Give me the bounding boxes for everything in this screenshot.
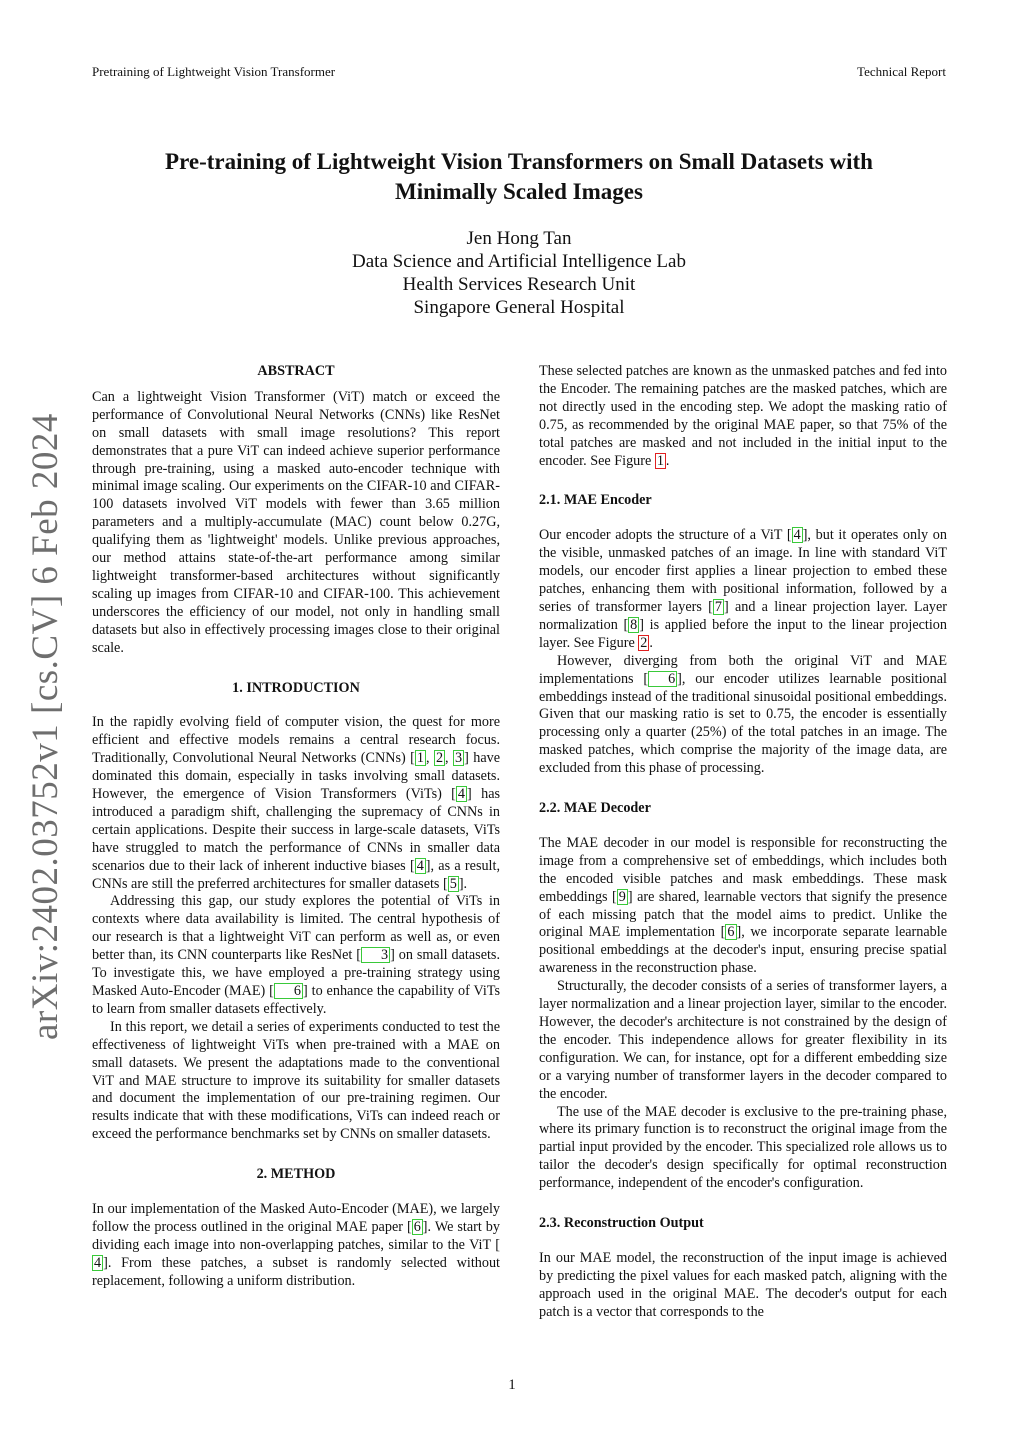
encoder-paragraph-1: Our encoder adopts the structure of a ViT [ 4 ], but it operates only on the visible, unmasked patches of an image. In line with standard ViT models, our encoder first applies a linear projection to embed these patches, enhancing them with positional information, followed by a series of transformer layers [ 7 ] and a linear projection layer. Layer normalization [ 8 ] is applied before the input to the linear projection layer. See Figure 2 . [539,527,947,651]
citation-link[interactable]: 7 [714,598,722,615]
citation-link[interactable]: 4 [457,786,466,803]
intro-heading: 1. INTRODUCTION [232,679,360,696]
left-column [92,363,500,1291]
citation-link[interactable]: 9 [618,888,626,905]
method-heading: 2. METHOD [256,1166,336,1183]
method-paragraph-1-cont: These selected patches are known as the unmasked patches and fed into the Encoder. The remaining patches are the masked patches, which are not directly used in the encoding step. We adopt the masking ratio of 0.75, as recommended by the original MAE paper, so that 75% of the total patches are masked and not included in the initial input to the encoder. See Figure 1 . [539,363,947,469]
citation-link[interactable]: 3 [455,750,463,767]
affiliation-lab: Data Science and Artificial Intelligence Lab [352,251,686,272]
paper-title [92,147,946,207]
arxiv-stamp[interactable]: arXiv:2402.03752v1 [cs.CV] 6 Feb 2024 [25,413,66,1040]
abstract-text: Can a lightweight Vision Transformer (ViT) match or exceed the performance of Convolutional Neural Networks (CNNs) like ResNet on small datasets with small image resolutions? This report demonstrates that a pure ViT can indeed achieve superior performance through pre-training, using a masked auto-encoder technique with minimal image scaling. Our experiments on the CIFAR-10 and CIFAR-100 datasets involved ViT models with fewer than 3.65 million parameters and a multiply-accumulate (MAC) count below 0.27G, qualifying them as 'lightweight' models. Unlike previous approaches, our method attains state-of-the-art performance among similar lightweight transformer-based architectures without significantly scaling up images from CIFAR-10 and CIFAR-100. This achievement underscores the efficiency of our model, not only in handling small datasets but also in effectively processing images close to their original scale. [92,388,500,656]
citation-link[interactable]: 2 [435,750,444,767]
encoder-heading: 2.1. MAE Encoder [539,492,652,509]
citation-link[interactable]: 5 [449,875,457,892]
affiliation-hospital: Singapore General Hospital [413,297,625,318]
title-line-1: Pre-training of Lightweight Vision Transformers on Small Datasets with [165,149,873,174]
author-name: Jen Hong Tan [466,228,572,249]
citation-link[interactable]: 4 [94,1254,102,1271]
citation-link[interactable]: 4 [416,857,424,874]
method-paragraph-1: In our implementation of the Masked Auto-Encoder (MAE), we largely follow the process outlined in the original MAE paper [ 6 ]. We start by dividing each image into non-overlapping patches, similar to the ViT [4 ]. From these patches, a subset is randomly selected without replacement, following a uniform distribution. [92,1201,500,1289]
citation-link[interactable]: 6 [648,671,677,687]
citation-link[interactable]: 3 [361,947,390,963]
author-block [92,227,946,319]
citation-link[interactable]: 1 [416,750,424,767]
decoder-heading: 2.2. MAE Decoder [539,800,651,817]
abstract-heading: ABSTRACT [257,363,335,379]
decoder-paragraph-3: The use of the MAE decoder is exclusive to the pre-training phase, where its primary function is to reconstruct the original image from the partial input provided by the encoder. This specialized role allows us to tailor the decoder's design specifically for optimal reconstruction performance, independent of the encoder's configuration. [539,1103,947,1192]
reconstruction-heading: 2.3. Reconstruction Output [539,1215,704,1232]
citation-link[interactable]: 4 [793,527,801,544]
citation-link[interactable]: 6 [413,1218,421,1235]
citation-link[interactable]: 6 [727,924,735,941]
intro-paragraph-3: In this report, we detail a series of experiments conducted to test the effectiveness of lightweight ViTs when pre-trained with a MAE on small datasets. We present the adaptations made to the conventional ViT and MAE structure to improve its suitability for smaller datasets and document the implementation of our pre-training regimen. Our results indicate that with these modifications, ViTs can indeed reach or exceed the performance benchmarks set by CNNs on smaller datasets. [92,1018,500,1143]
intro-paragraph-2: Addressing this gap, our study explores the potential of ViTs in contexts where data availability is limited. The central hypothesis of our research is that a lightweight ViT can perform as well as, or even better than, its CNN counterparts like ResNet [ 3 ] on small datasets. To investigate this, we have employed a pre-training strategy using Masked Auto-Encoder (MAE) [ 6 ] to enhance the capability of ViTs to learn from smaller datasets effectively. [92,893,501,1017]
citation-link[interactable]: 8 [630,616,638,633]
affiliation-unit: Health Services Research Unit [402,274,636,295]
decoder-paragraph-1: The MAE decoder in our model is responsible for reconstructing the image from a comprehensive set of embeddings, which includes both the encoded visible patches and mask embeddings. These mask embeddings [ 9 ] are shared, learnable vectors that signify the presence of each missing patch that the model aims to predict. Unlike the original MAE implementation [ 6 ], we incorporate separate learnable positional embeddings at the decoder's input, ensuring precise spatial awareness in the reconstruction phase. [539,834,947,977]
running-header-left: Pretraining of Lightweight Vision Transformer [92,64,336,79]
running-header-right: Technical Report [857,64,946,79]
figure-link[interactable]: 2 [640,634,648,651]
right-column [539,363,947,1322]
decoder-paragraph-2: Structurally, the decoder consists of a series of transformer layers, a layer normalization and a linear projection layer, similar to the encoder. However, the decoder's architecture is not constrained by the design of the encoder. This independence allows for greater flexibility in its configuration. We can, for instance, opt for a different embedding size or a varying number of transformer layers in the decoder compared to the encoder. [539,978,947,1102]
citation-link[interactable]: 6 [274,983,303,999]
encoder-paragraph-2: However, diverging from both the original ViT and MAE implementations [ 6 ], our encoder utilizes learnable positional embeddings instead of the traditional sinusoidal positional embeddings. Given that our masking ratio is set to 0.75, the encoder is essentially processing only a quarter (25%) of the total patches in an image. The masked patches, which comprise the majority of the image data, are excluded from this phase of processing. [539,652,947,777]
intro-paragraph-1: In the rapidly evolving field of computer vision, the quest for more efficient and effective models remains a central research focus. Traditionally, Convolutional Neural Networks (CNNs) [ 1 , 2 , 3 ] have dominated this domain, especially in tasks involving small datasets. However, the emergence of Vision Transformers (ViTs) [ 4 ] has introduced a paradigm shift, challenging the supremacy of CNNs in certain applications. Despite their success in large-scale datasets, ViTs have struggled to match the performance of CNNs in smaller data scenarios due to their lack of inherent inductive biases [ 4 ], as a result, CNNs are still the preferred architectures for smaller datasets [ 5 ]. [92,714,501,892]
reconstruction-paragraph-1: In our MAE model, the reconstruction of the input image is achieved by predicting the pixel values for each masked patch, aligning with the approach used in the original MAE. The decoder's output for each patch is a vector that corresponds to the [539,1249,947,1320]
page-number: 1 [508,1377,516,1393]
title-line-2: Minimally Scaled Images [395,179,643,204]
figure-link[interactable]: 1 [656,452,664,469]
